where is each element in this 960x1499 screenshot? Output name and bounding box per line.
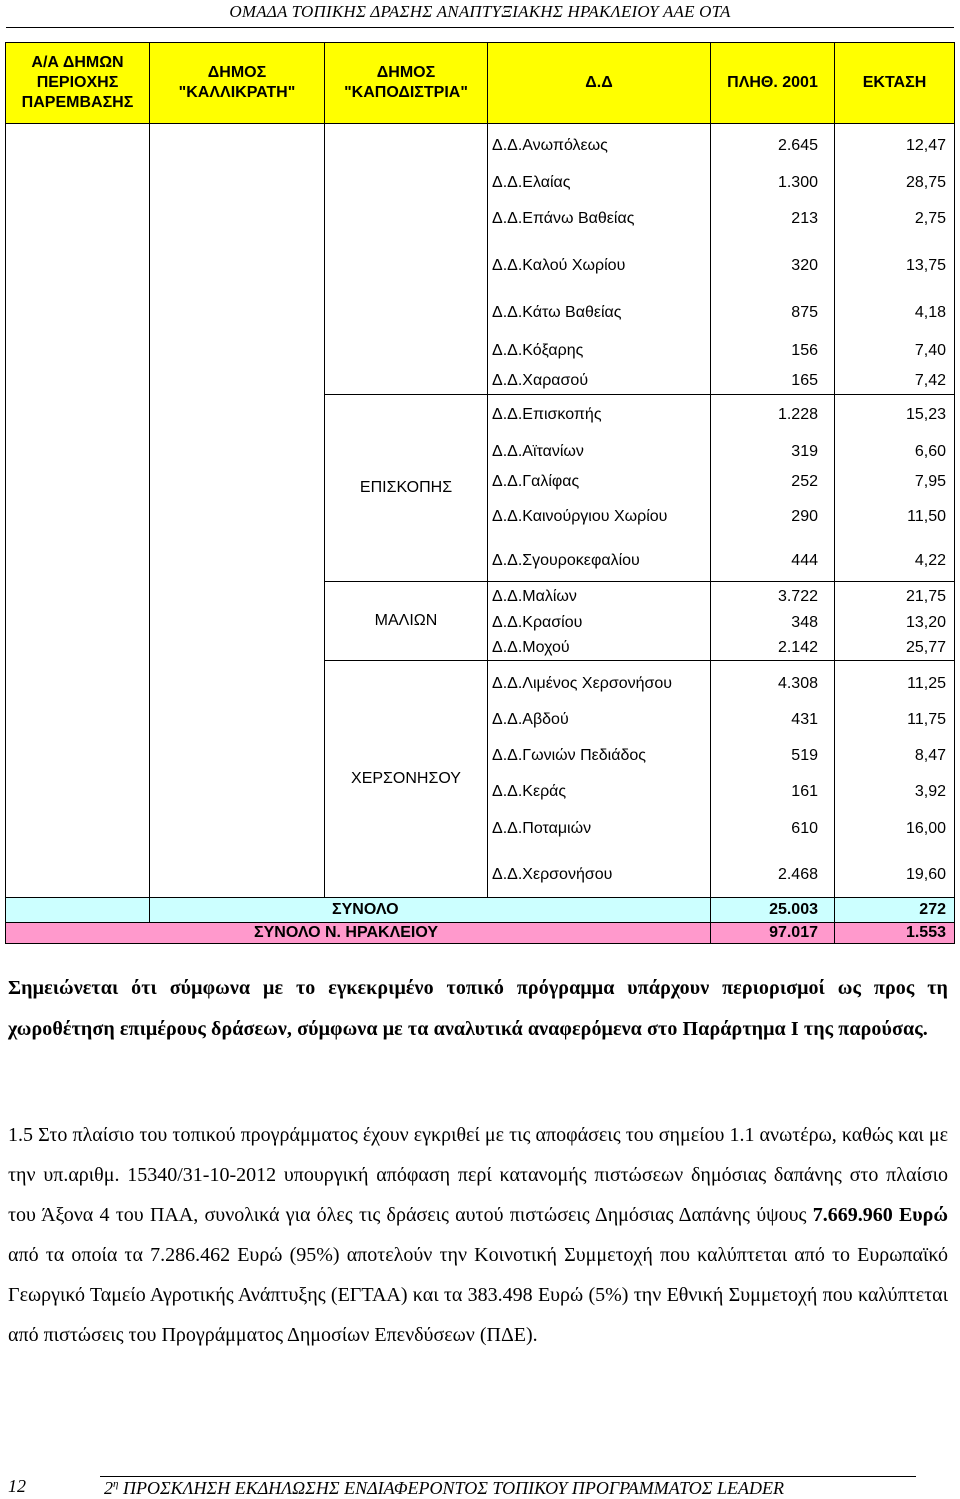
total-pop: 25.003: [711, 898, 835, 923]
page-number: 12: [8, 1476, 26, 1496]
kapodistrias-cell: [325, 124, 488, 395]
dd-cell: [488, 661, 711, 898]
dd-name: Δ.Δ.Σγουροκεφαλίου: [492, 551, 640, 569]
area-value: 15,23: [905, 405, 946, 423]
dd-name: Δ.Δ.Αϊτανίων: [492, 442, 584, 460]
dd-cell: [488, 124, 711, 395]
total-nomos-area: 1.553: [835, 923, 955, 944]
header-pop: ΠΛΗΘ. 2001: [711, 43, 835, 124]
pop-value: 2.645: [777, 136, 818, 154]
pop-value: 444: [791, 551, 818, 569]
dd-name: Δ.Δ.Μοχού: [492, 638, 570, 656]
area-value: 8,47: [914, 746, 946, 764]
area-value: 25,77: [905, 638, 946, 656]
kapodistrias-cell: ΜΑΛΙΩΝ: [325, 582, 488, 661]
page-header: ΟΜΑΔΑ ΤΟΠΙΚΗΣ ΔΡΑΣΗΣ ΑΝΑΠΤΥΞΙΑΚΗΣ ΗΡΑΚΛΕΙΟΥ ΑΑΕ ΟΤΑ: [229, 2, 731, 21]
total-nomos-pop: 97.017: [711, 923, 835, 944]
area-value: 11,25: [907, 674, 946, 692]
area-value-cell: [835, 582, 955, 661]
area-value-cell: [835, 395, 955, 582]
pop-value: 2.142: [777, 638, 818, 656]
pop-value: 290: [791, 507, 818, 525]
dd-name: Δ.Δ.Επισκοπής: [492, 405, 602, 423]
area-value: 7,95: [914, 472, 946, 490]
pop-value: 519: [791, 746, 818, 764]
footer-ordinal-sup: η: [113, 1478, 119, 1490]
total-nomos-label: ΣΥΝΟΛΟ Ν. ΗΡΑΚΛΕΙΟΥ: [6, 923, 711, 944]
paragraph-text-1: Στο πλαίσιο του τοπικού προγράμματος έχουν εγκριθεί με τις αποφάσεις του σημείου 1.1 ανωτέρω, καθώς και με την υπ.αριθμ. 15340/31-10-2012 υπουργική απόφαση περί κατανομής πιστώσεων δημόσιας δαπάνης στο πλαίσιο του Άξονα 4 του ΠΑΑ, συνολικά για όλες τις δράσεις αυτού πιστώσεις Δημόσιας Δαπάνης ύψους: [8, 1124, 948, 1226]
area-value: 11,50: [907, 507, 946, 525]
footer-title-text: ΠΡΟΣΚΛΗΣΗ ΕΚΔΗΛΩΣΗΣ ΕΝΔΙΑΦΕΡΟΝΤΟΣ ΤΟΠΙΚΟΥ ΠΡΟΓΡΑΜΜΑΤΟΣ LEADER: [118, 1478, 784, 1498]
pop-cell: [711, 124, 835, 395]
dd-name: Δ.Δ.Ελαίας: [492, 173, 571, 191]
area-value: 13,20: [905, 613, 946, 631]
dd-name: Δ.Δ.Κόξαρης: [492, 341, 584, 359]
header-area: Α/Α ΔΗΜΩΝ ΠΕΡΙΟΧΗΣ ΠΑΡΕΜΒΑΣΗΣ: [6, 43, 150, 124]
total-row: [6, 898, 955, 923]
dd-name: Δ.Δ.Ανωπόλεως: [492, 136, 608, 154]
dd-name: Δ.Δ.Καινούργιου Χωρίου: [492, 507, 668, 525]
pop-value: 610: [791, 819, 818, 837]
dd-name: Δ.Δ.Επάνω Βαθείας: [492, 210, 635, 227]
area-value: 6,60: [914, 442, 946, 460]
kapodistrias-cell: ΕΠΙΣΚΟΠΗΣ: [325, 395, 488, 582]
area-value-cell: [835, 661, 955, 898]
dd-name: Δ.Δ.Ποταμιών: [492, 819, 592, 837]
pop-value: 1.228: [777, 405, 818, 423]
pop-cell: [711, 661, 835, 898]
dd-name: Δ.Δ.Αβδού: [492, 710, 569, 728]
section-paragraph: [8, 1115, 948, 1355]
total-area: 272: [835, 898, 955, 923]
table-header-row: [6, 43, 955, 124]
dd-name: Δ.Δ.Καλού Χωρίου: [492, 256, 626, 274]
total-nomos-row: [6, 923, 955, 944]
area-value: 3,92: [914, 782, 946, 800]
area-value: 2,75: [914, 210, 946, 227]
kapodistrias-cell: ΧΕΡΣΟΝΗΣΟΥ: [325, 661, 488, 898]
section-number: 1.: [8, 1124, 23, 1146]
area-value: 21,75: [905, 587, 946, 605]
header-rule: [6, 27, 954, 28]
municipalities-table: [5, 42, 955, 944]
pop-value: 3.722: [777, 587, 818, 605]
section-number-sub: 5: [23, 1124, 33, 1146]
pop-value: 319: [791, 442, 818, 460]
footer-rule: [100, 1476, 916, 1477]
area-value: 16,00: [905, 819, 946, 837]
pop-value: 1.300: [777, 173, 818, 191]
area-value: 11,75: [907, 710, 946, 728]
footer-title: [104, 1478, 784, 1499]
dd-name: Δ.Δ.Μαλίων: [492, 587, 577, 605]
dd-name: Δ.Δ.Λιμένος Χερσονήσου: [492, 674, 673, 692]
header-dd: Δ.Δ: [488, 43, 711, 124]
total-spacer: [6, 898, 150, 923]
pop-value: 348: [791, 613, 818, 631]
pop-value: 431: [791, 710, 818, 728]
area-value-cell: [835, 124, 955, 395]
dd-name: Δ.Δ.Χερσονήσου: [492, 865, 613, 883]
area-value: 7,42: [914, 372, 946, 389]
header-kallikratis: ΔΗΜΟΣ "ΚΑΛΛΙΚΡΑΤΗ": [150, 43, 325, 124]
total-label: ΣΥΝΟΛΟ: [150, 898, 711, 923]
area-value: 7,40: [914, 341, 946, 359]
pop-value: 875: [791, 303, 818, 321]
header-area-km: ΕΚΤΑΣΗ: [835, 43, 955, 124]
dd-name: Δ.Δ.Κάτω Βαθείας: [492, 303, 622, 321]
area-cell: [6, 124, 150, 898]
dd-name: Δ.Δ.Κεράς: [492, 782, 567, 800]
pop-value: 161: [791, 782, 818, 800]
area-value: 4,22: [914, 551, 946, 569]
paragraph-amount: 7.669.960 Ευρώ: [812, 1204, 949, 1226]
pop-value: 2.468: [777, 865, 818, 883]
footer-ordinal: 2: [104, 1478, 113, 1498]
area-value: 28,75: [905, 173, 946, 191]
area-value: 12,47: [905, 136, 946, 154]
pop-cell: [711, 582, 835, 661]
pop-cell: [711, 395, 835, 582]
area-value: 13,75: [905, 256, 946, 274]
dd-name: Δ.Δ.Κρασίου: [492, 613, 583, 631]
dd-cell: [488, 582, 711, 661]
pop-value: 320: [791, 256, 818, 274]
dd-name: Δ.Δ.Γωνιών Πεδιάδος: [492, 746, 646, 764]
pop-value: 156: [791, 341, 818, 359]
paragraph-text-2: από τα οποία τα 7.286.462 Ευρώ (95%) αποτελούν την Κοινοτική Συμμετοχή που καλύπτεται από το Ευρωπαϊκό Γεωργικό Ταμείο Αγροτικής Ανάπτυξης (ΕΓΤΑΑ) και τα 383.498 Ευρώ (5%) την Εθνική Συμμετοχή που καλύπτεται από πιστώσεις του Προγράμματος Δημοσίων Επενδύσεων (ΠΔΕ).: [8, 1244, 948, 1346]
pop-value: 165: [791, 372, 818, 389]
dd-name: Δ.Δ.Γαλίφας: [492, 472, 580, 490]
table-row-group: [6, 124, 955, 395]
kallikratis-cell: [150, 124, 325, 898]
dd-cell: [488, 395, 711, 582]
area-value: 4,18: [914, 303, 946, 321]
pop-value: 252: [791, 472, 818, 490]
dd-name: Δ.Δ.Χαρασού: [492, 372, 589, 389]
area-value: 19,60: [905, 865, 946, 883]
restriction-note: Σημειώνεται ότι σύμφωνα με το εγκεκριμένο τοπικό πρόγραμμα υπάρχουν περιορισμοί ως προς τη χωροθέτηση επιμέρους δράσεων, σύμφωνα με τα αναλυτικά αναφερόμενα στο Παράρτημα Ι της παρούσας.: [8, 977, 948, 1040]
pop-value: 4.308: [777, 674, 818, 692]
header-kapodistrias: ΔΗΜΟΣ "ΚΑΠΟΔΙΣΤΡΙΑ": [325, 43, 488, 124]
pop-value: 213: [791, 210, 818, 227]
